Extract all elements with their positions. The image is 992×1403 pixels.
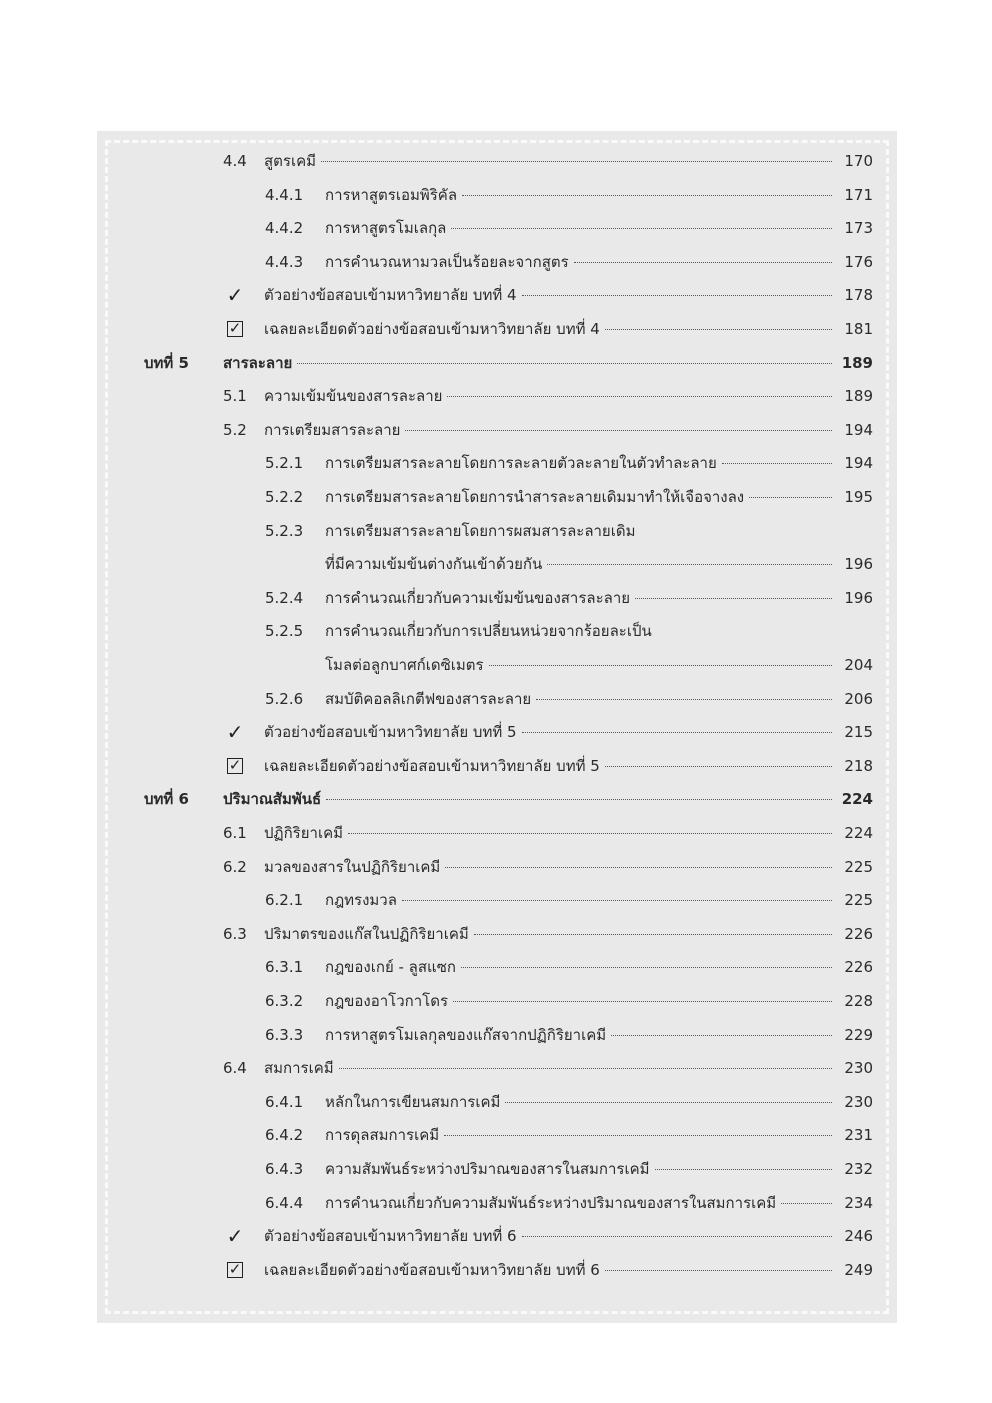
checkbox-checked-icon: ✓ <box>228 755 242 774</box>
toc-entry-exercise[interactable] <box>97 1253 897 1287</box>
entry-title: การเตรียมสารละลายโดยการละลายตัวละลายในตัวทำละลาย <box>325 454 717 473</box>
page-number: 189 <box>844 387 873 406</box>
entry-title: ปริมาตรของแก๊สในปฏิกิริยาเคมี <box>264 924 469 943</box>
toc-entry-section[interactable] <box>97 816 897 850</box>
entry-title: ความเข้มข้นของสารละลาย <box>264 387 443 406</box>
dot-leader <box>522 732 832 733</box>
entry-title: การคำนวณหามวลเป็นร้อยละจากสูตร <box>325 252 569 271</box>
entry-title: ตัวอย่างข้อสอบเข้ามหาวิทยาลัย บทที่ 4 <box>264 286 517 305</box>
entry-title: การเตรียมสารละลาย <box>264 420 401 439</box>
page-number: 194 <box>844 420 873 439</box>
toc-entry-subsection[interactable] <box>97 446 897 480</box>
page-number: 173 <box>844 219 873 238</box>
toc-entry-subsection[interactable] <box>97 682 897 716</box>
page-number: 215 <box>844 723 873 742</box>
dot-leader <box>405 430 832 431</box>
toc-entry-chapter[interactable] <box>97 782 897 816</box>
page-number: 195 <box>844 488 873 506</box>
entry-title: ปฏิกิริยาเคมี <box>264 824 343 842</box>
entry-title: การเตรียมสารละลายโดยการนำสารละลายเดิมมาทำให้เจือจางลง <box>325 488 745 506</box>
toc-entry-subsection[interactable] <box>97 984 897 1018</box>
dot-leader <box>611 1035 832 1036</box>
entry-title: โมลต่อลูกบาศก์เดซิเมตร <box>325 656 484 674</box>
page-number: 225 <box>844 857 873 876</box>
subsection-number: 5.2.2 <box>265 488 304 506</box>
toc-entry-subsection[interactable] <box>97 950 897 984</box>
dot-leader <box>444 1135 832 1136</box>
dot-leader <box>749 497 832 498</box>
entry-title: หลักในการเขียนสมการเคมี <box>325 1092 501 1111</box>
toc-entry-subsection[interactable] <box>97 883 897 917</box>
toc-entry-subsection[interactable] <box>97 1186 897 1220</box>
entry-title: การคำนวณเกี่ยวกับความเข้มข้นของสารละลาย <box>325 588 631 607</box>
toc-entry-exercise[interactable] <box>97 749 897 783</box>
dot-leader <box>536 699 832 700</box>
page-number: 249 <box>844 1260 873 1279</box>
dot-leader <box>781 1203 832 1204</box>
dot-leader <box>462 195 832 196</box>
entry-title: เฉลยละเอียดตัวอย่างข้อสอบเข้ามหาวิทยาลัย บทที่ 4 <box>264 320 600 338</box>
entry-title: กฎทรงมวล <box>325 891 397 910</box>
toc-entry-subsection[interactable] <box>97 1152 897 1186</box>
page-number: 171 <box>844 185 873 204</box>
subsection-number: 5.2.4 <box>265 588 304 607</box>
entry-title: ปริมาณสัมพันธ์ <box>223 790 322 809</box>
toc-entry-subsection[interactable] <box>97 614 897 648</box>
toc-entry-subsection[interactable] <box>97 480 897 514</box>
dot-leader <box>445 867 832 868</box>
subsection-number: 6.4.1 <box>265 1092 304 1111</box>
section-number: 5.2 <box>223 420 247 439</box>
dot-leader <box>474 934 832 935</box>
toc-entry-exercise[interactable] <box>97 715 897 749</box>
section-number: 6.2 <box>223 857 247 876</box>
subsection-number: 6.3.1 <box>265 958 304 977</box>
section-number: 5.1 <box>223 387 247 406</box>
toc-entry-section[interactable] <box>97 413 897 447</box>
toc-entry-subsection[interactable] <box>97 1118 897 1152</box>
toc-entry-subsection[interactable] <box>97 211 897 245</box>
dot-leader <box>605 329 832 330</box>
toc-entry-exercise[interactable] <box>97 312 897 346</box>
toc-entry-subsection[interactable] <box>97 178 897 212</box>
entry-title: สูตรเคมี <box>264 152 317 170</box>
entry-title: การหาสูตรโมเลกุลของแก๊สจากปฏิกิริยาเคมี <box>325 1025 607 1044</box>
entry-title: การหาสูตรโมเลกุล <box>325 219 447 238</box>
dot-leader <box>522 1236 832 1237</box>
chapter-label: บทที่ 6 <box>144 790 189 809</box>
entry-title: สารละลาย <box>223 353 293 372</box>
entry-title: มวลของสารในปฏิกิริยาเคมี <box>264 857 441 876</box>
page-number: 229 <box>844 1025 873 1044</box>
subsection-number: 5.2.6 <box>265 689 304 708</box>
toc-entry-continuation[interactable] <box>97 648 897 682</box>
page-number: 194 <box>844 454 873 473</box>
section-number: 6.1 <box>223 824 247 842</box>
entry-title: การดุลสมการเคมี <box>325 1126 440 1145</box>
dot-leader <box>447 396 832 397</box>
dot-leader <box>722 463 832 464</box>
subsection-number: 4.4.1 <box>265 185 304 204</box>
subsection-number: 6.4.2 <box>265 1126 304 1145</box>
entry-title: สมการเคมี <box>264 1059 334 1078</box>
toc-entry-section[interactable] <box>97 850 897 884</box>
checkmark-icon: ✓ <box>226 720 244 745</box>
checkbox-checked-icon: ✓ <box>228 319 242 337</box>
page-number: 189 <box>841 353 873 372</box>
subsection-number: 6.3.3 <box>265 1025 304 1044</box>
subsection-number: 5.2.3 <box>265 521 304 540</box>
toc-entry-subsection[interactable] <box>97 514 897 548</box>
toc-entry-continuation[interactable] <box>97 547 897 581</box>
dot-leader <box>339 1068 832 1069</box>
dot-leader <box>655 1169 832 1170</box>
page-number: 196 <box>844 588 873 607</box>
entry-title: ตัวอย่างข้อสอบเข้ามหาวิทยาลัย บทที่ 5 <box>264 723 517 742</box>
entry-title: เฉลยละเอียดตัวอย่างข้อสอบเข้ามหาวิทยาลัย บทที่ 6 <box>264 1260 600 1279</box>
subsection-number: 5.2.1 <box>265 454 304 473</box>
page-number: 226 <box>844 958 873 977</box>
page-number: 170 <box>844 152 873 170</box>
toc-entry-exercise[interactable] <box>97 1219 897 1253</box>
toc-entry-section[interactable] <box>97 144 897 178</box>
toc-entry-subsection[interactable] <box>97 1018 897 1052</box>
section-number: 6.4 <box>223 1059 247 1078</box>
page-number: 181 <box>844 320 873 338</box>
chapter-label: บทที่ 5 <box>144 353 189 372</box>
subsection-number: 4.4.3 <box>265 252 304 271</box>
page-number: 218 <box>844 756 873 775</box>
dot-leader <box>522 295 832 296</box>
dot-leader <box>326 799 832 800</box>
dot-leader <box>489 665 832 666</box>
page-number: 230 <box>844 1059 873 1078</box>
entry-title: สมบัติคอลลิเกตีฟของสารละลาย <box>325 689 532 708</box>
page-number: 206 <box>844 689 873 708</box>
page-number: 231 <box>844 1126 873 1145</box>
entry-title: ตัวอย่างข้อสอบเข้ามหาวิทยาลัย บทที่ 6 <box>264 1227 517 1246</box>
page-number: 226 <box>844 924 873 943</box>
dot-leader <box>453 1001 832 1002</box>
dot-leader <box>297 363 832 364</box>
dot-leader <box>505 1102 832 1103</box>
toc-entry-section[interactable] <box>97 379 897 413</box>
toc-entry-section[interactable] <box>97 917 897 951</box>
subsection-number: 4.4.2 <box>265 219 304 238</box>
toc-entry-section[interactable] <box>97 1051 897 1085</box>
toc-entry-exercise[interactable] <box>97 278 897 312</box>
dot-leader <box>461 967 832 968</box>
entry-title: เฉลยละเอียดตัวอย่างข้อสอบเข้ามหาวิทยาลัย บทที่ 5 <box>264 756 600 775</box>
page-number: 230 <box>844 1092 873 1111</box>
toc-entry-chapter[interactable] <box>97 346 897 380</box>
page-number: 176 <box>844 252 873 271</box>
subsection-number: 6.4.3 <box>265 1160 304 1178</box>
dot-leader <box>605 766 832 767</box>
subsection-number: 6.2.1 <box>265 891 304 910</box>
dot-leader <box>574 262 832 263</box>
toc-entry-subsection[interactable] <box>97 1085 897 1119</box>
page-number: 225 <box>844 891 873 910</box>
checkmark-icon: ✓ <box>226 283 244 308</box>
page-number: 228 <box>844 992 873 1010</box>
subsection-number: 6.4.4 <box>265 1193 304 1212</box>
subsection-number: 5.2.5 <box>265 622 304 641</box>
checkmark-icon: ✓ <box>226 1224 244 1249</box>
page-number: 224 <box>841 790 873 809</box>
section-number: 6.3 <box>223 924 247 943</box>
entry-title: การหาสูตรเอมพิริคัล <box>325 185 458 204</box>
table-of-contents <box>97 131 897 1323</box>
page-number: 234 <box>844 1193 873 1212</box>
entry-title: การเตรียมสารละลายโดยการผสมสารละลายเดิม <box>325 521 636 540</box>
entry-title: การคำนวณเกี่ยวกับความสัมพันธ์ระหว่างปริมาณของสารในสมการเคมี <box>325 1193 777 1212</box>
dot-leader <box>605 1270 832 1271</box>
page-number: 246 <box>844 1227 873 1246</box>
checkbox-checked-icon: ✓ <box>228 1259 242 1278</box>
entry-title: กฎของเกย์ - ลูสแซก <box>325 958 456 977</box>
dot-leader <box>547 564 832 565</box>
page-number: 196 <box>844 555 873 574</box>
entry-title: กฎของอาโวกาโดร <box>325 992 449 1010</box>
entry-title: ความสัมพันธ์ระหว่างปริมาณของสารในสมการเคมี <box>325 1160 650 1178</box>
toc-entry-subsection[interactable] <box>97 245 897 279</box>
dot-leader <box>402 900 832 901</box>
entry-title: การคำนวณเกี่ยวกับการเปลี่ยนหน่วยจากร้อยละเป็น <box>325 622 652 641</box>
page-number: 178 <box>844 286 873 305</box>
section-number: 4.4 <box>223 152 247 170</box>
page-number: 232 <box>844 1160 873 1178</box>
toc-entry-subsection[interactable] <box>97 581 897 615</box>
page-number: 224 <box>844 824 873 842</box>
subsection-number: 6.3.2 <box>265 992 304 1010</box>
dot-leader <box>348 833 832 834</box>
dot-leader <box>451 228 832 229</box>
dot-leader <box>321 161 832 162</box>
dot-leader <box>635 598 832 599</box>
entry-title: ที่มีความเข้มข้นต่างกันเข้าด้วยกัน <box>325 555 543 574</box>
page-number: 204 <box>844 656 873 674</box>
